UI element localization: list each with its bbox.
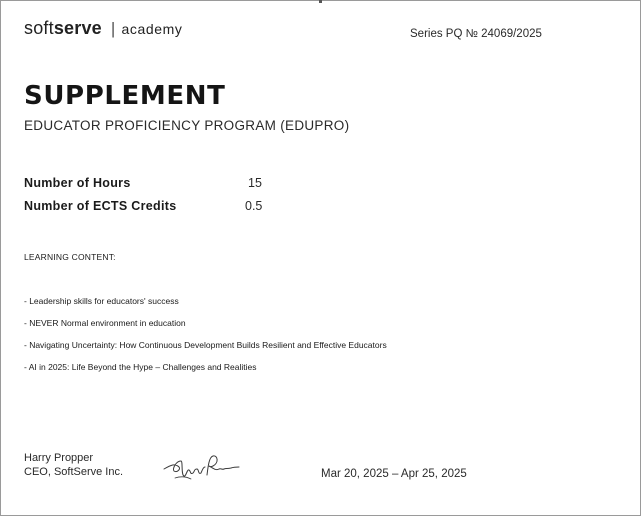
logo-soft-text: soft [24,18,54,38]
program-name: EDUCATOR PROFICIENCY PROGRAM (EDUPRO) [24,118,350,133]
logo-serve-text: serve [53,18,102,38]
learning-content-heading: LEARNING CONTENT: [24,252,116,262]
learning-content-list [24,296,387,384]
logo-academy-text: academy [121,21,183,37]
series-number: Series PQ № 24069/2025 [410,28,542,40]
document-title: SUPPLEMENT [24,81,226,111]
hours-value: 15 [248,176,262,190]
logo-divider: | [110,19,116,38]
list-item: - Leadership skills for educators' success [24,296,179,306]
top-edge-mark [319,0,322,3]
list-item: - AI in 2025: Life Beyond the Hype – Challenges and Realities [24,362,257,372]
ects-label: Number of ECTS Credits [24,199,177,213]
hours-label: Number of Hours [24,176,131,190]
signature-icon [161,449,241,483]
list-item: - Navigating Uncertainty: How Continuous Development Builds Resilient and Effective Educators [24,340,387,350]
ects-value: 0.5 [245,199,263,213]
signer-name: Harry Propper [24,452,94,464]
program-dates: Mar 20, 2025 – Apr 25, 2025 [321,468,467,480]
signer-role: CEO, SoftServe Inc. [24,466,124,478]
softserve-academy-logo [24,18,183,39]
list-item: - NEVER Normal environment in education [24,318,186,328]
